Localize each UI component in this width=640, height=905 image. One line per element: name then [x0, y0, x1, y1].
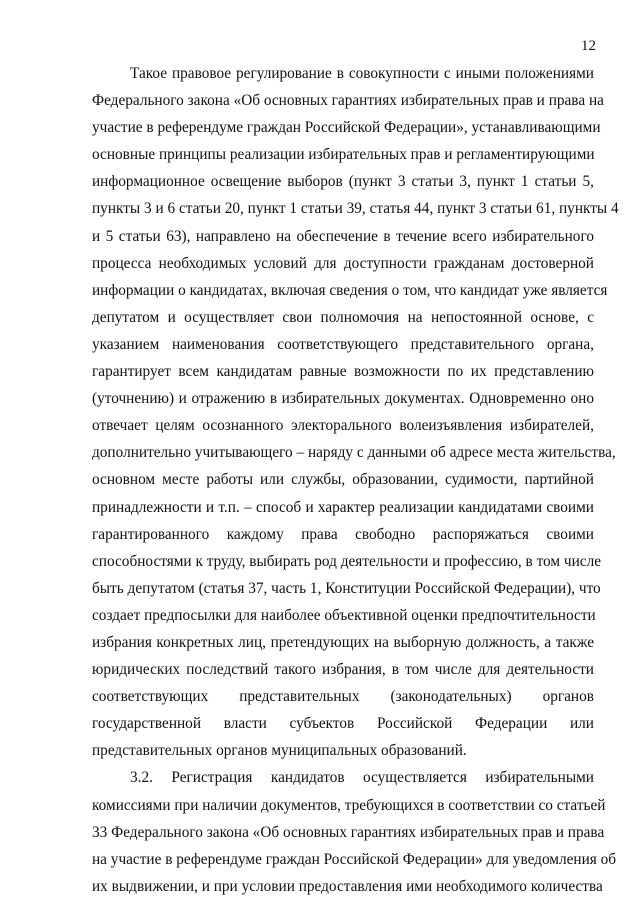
- page-number: 12: [581, 38, 596, 54]
- text-line: их выдвижении, и при условии предоставления ими необходимого количества: [92, 877, 603, 895]
- text-line: гарантированного каждому права свободно распоряжаться своими: [92, 525, 594, 543]
- text-line: информации о кандидатах, включая сведения о том, что кандидат уже является: [92, 281, 608, 299]
- text-line: основном месте работы или службы, образовании, судимости, партийной: [92, 471, 594, 489]
- document-body: [92, 60, 619, 900]
- text-line: представительных органов муниципальных образований.: [92, 742, 467, 760]
- text-line: участие в референдуме граждан Российской Федерации», устанавливающими: [92, 119, 601, 137]
- text-line: способностями к труду, выбирать род деятельности и профессию, в том числе: [92, 552, 602, 570]
- text-line: быть депутатом (статья 37, часть 1, Конституции Российской Федерации), что: [92, 579, 601, 597]
- text-line: процесса необходимых условий для доступности гражданам достоверной: [92, 254, 594, 272]
- paragraph-legal-regulation: [92, 60, 619, 764]
- text-line: создает предпосылки для наиболее объективной оценки предпочтительности: [92, 606, 596, 624]
- text-line: юридических последствий такого избрания, в том числе для деятельности: [92, 661, 594, 679]
- text-line: избрания конкретных лиц, претендующих на выборную должность, а также: [92, 633, 594, 651]
- text-line: и 5 статьи 63), направлено на обеспечение в течение всего избирательного: [92, 227, 594, 245]
- text-line: дополнительно учитывающего – наряду с данными об адресе места жительства,: [92, 444, 616, 462]
- text-line: основные принципы реализации избирательных прав и регламентирующими: [92, 146, 595, 164]
- text-line: пункты 3 и 6 статьи 20, пункт 1 статьи 39, статья 44, пункт 3 статьи 61, пункты 4: [92, 200, 619, 218]
- text-line: 33 Федерального закона «Об основных гарантиях избирательных прав и права: [92, 823, 605, 841]
- text-line: Федерального закона «Об основных гарантиях избирательных прав и права на: [92, 92, 604, 110]
- text-line: соответствующих представительных (законодательных) органов: [92, 688, 594, 706]
- text-line: гарантирует всем кандидатам равные возможности по их представлению: [92, 363, 594, 381]
- text-line: принадлежности и т.п. – способ и характер реализации кандидатами своими: [92, 498, 594, 516]
- text-line: (уточнению) и отражению в избирательных документах. Одновременно оно: [92, 390, 594, 408]
- text-line: отвечает целям осознанного электорального волеизъявления избирателей,: [92, 417, 594, 435]
- text-line: государственной власти субъектов Российской Федерации или: [92, 715, 594, 733]
- text-line: депутатом и осуществляет свои полномочия на непостоянной основе, с: [92, 308, 594, 326]
- paragraph-candidate-registration: [92, 764, 617, 899]
- text-line: Такое правовое регулирование в совокупности с иными положениями: [130, 65, 594, 82]
- text-line: на участие в референдуме граждан Российской Федерации» для уведомления об: [92, 850, 617, 868]
- text-line: указанием наименования соответствующего представительного органа,: [92, 335, 594, 353]
- text-line: информационное освещение выборов (пункт 3 статьи 3, пункт 1 статьи 5,: [92, 173, 594, 191]
- text-line: комиссиями при наличии документов, требующихся в соответствии со статьей: [92, 796, 606, 814]
- text-line: 3.2. Регистрация кандидатов осуществляется избирательными: [130, 769, 594, 787]
